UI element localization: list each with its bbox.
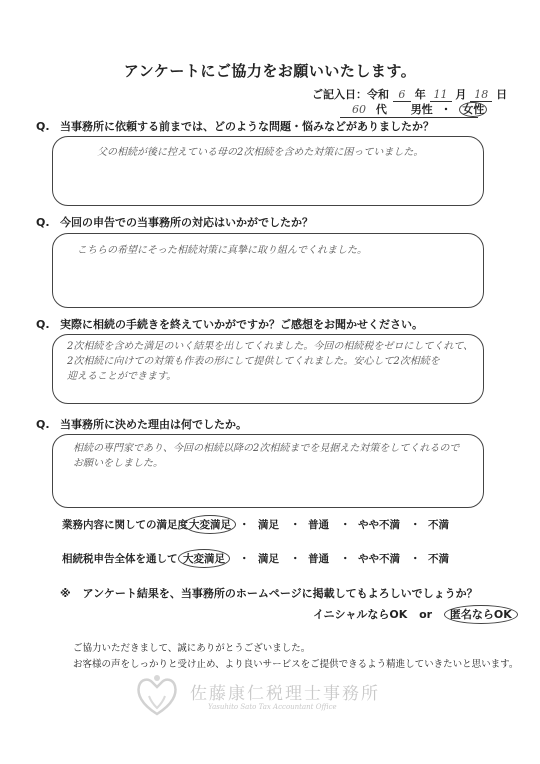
- gender-separator: ・: [440, 103, 452, 116]
- question-text: 今回の申告での当事務所の対応はいかがでしたか？: [60, 216, 313, 229]
- question-1: [36, 118, 434, 134]
- age-gender-line: [340, 101, 485, 118]
- note-mark: ※: [60, 587, 71, 600]
- answer-line: 2次相続を含めた満足のいく結果を出してくれました。今回の相続税をゼロにしてくれて、: [67, 341, 474, 352]
- answer-line: 迎えることができます。: [67, 371, 177, 382]
- option-dot: ・: [410, 553, 421, 565]
- answer-box-1: [52, 136, 484, 206]
- question-2: [36, 214, 313, 230]
- question-mark: Q.: [36, 418, 50, 431]
- or-text: or: [419, 608, 433, 621]
- option-dot: ・: [340, 519, 351, 531]
- day-unit: 日: [496, 88, 508, 101]
- option-dot: ・: [410, 519, 421, 531]
- option-satisfied: 満足: [258, 553, 279, 565]
- option-initials-ok: イニシャルならOK: [313, 608, 408, 621]
- satisfaction-row-1-label: 業務内容に関しての満足度: [62, 519, 188, 531]
- date-day: 18: [470, 88, 492, 102]
- year-unit: 年: [414, 88, 426, 101]
- question-3: [36, 316, 423, 332]
- thanks-line-2: お客様の声をしっかりと受け止め、より良いサービスをご提供できるよう精進していきたいと思います。: [73, 659, 519, 670]
- option-somewhat-dissatisfied: やや不満: [358, 519, 400, 531]
- thanks-line-1: ご協力いただきまして、誠にありがとうございました。: [73, 643, 311, 654]
- date-month: 11: [430, 88, 452, 102]
- answer-line: 父の相続が後に控えている母の2次相続を含めた対策に困っていました。: [97, 147, 424, 158]
- question-text: 当事務所に決めた理由は何でしたか。: [60, 418, 247, 431]
- option-dot: ・: [290, 519, 301, 531]
- answer-line: 相続の専門家であり、今回の相続以降の2次相続までを見据えた対策をしてくれるので: [73, 443, 460, 454]
- date-year: 6: [393, 88, 411, 102]
- survey-title: アンケートにご協力をお願いいたします。: [123, 62, 417, 80]
- option-dissatisfied: 不満: [428, 553, 449, 565]
- option-neutral: 普通: [308, 519, 329, 531]
- date-line: [312, 86, 507, 102]
- satisfaction-row-2-options: [0, 551, 540, 567]
- answer-line: 2次相続に向けての対策も作表の形にして提供してくれました。安心して2次相続を: [67, 356, 440, 367]
- option-anonymous-ok-circled: 匿名ならOK: [444, 605, 518, 624]
- question-text: 当事務所に依頼する前までは、どのような問題・悩みなどがありましたか？: [60, 120, 434, 133]
- option-satisfied: 満足: [258, 519, 279, 531]
- office-name-english: Yasuhito Sato Tax Accountant Office: [208, 703, 337, 711]
- option-dot: ・: [239, 519, 250, 531]
- publish-options: [313, 606, 518, 622]
- age-value: 60: [352, 103, 366, 116]
- satisfaction-row-2-label: 相続税申告全体を通して: [62, 553, 178, 565]
- date-prefix: ご記入日：令和: [312, 88, 389, 101]
- gender-male: 男性: [410, 103, 433, 116]
- answer-box-4: [52, 434, 484, 508]
- answer-box-3: [52, 334, 484, 404]
- publish-question-text: アンケート結果を、当事務所のホームページに掲載してもよろしいでしょうか？: [82, 587, 478, 600]
- option-somewhat-dissatisfied: やや不満: [358, 553, 400, 565]
- age-unit: 代: [375, 103, 387, 116]
- option-neutral: 普通: [308, 553, 329, 565]
- publish-question: [60, 585, 478, 601]
- question-4: [36, 416, 247, 432]
- option-dot: ・: [239, 553, 250, 565]
- answer-line: こちらの希望にそった相続対策に真摯に取り組んでくれました。: [77, 245, 367, 256]
- question-mark: Q.: [36, 216, 50, 229]
- answer-box-2: [52, 233, 484, 308]
- option-very-satisfied-circled: 大変満足: [178, 549, 230, 568]
- office-logo-icon: [135, 670, 179, 718]
- option-very-satisfied-circled: 大変満足: [184, 515, 236, 534]
- option-dissatisfied: 不満: [428, 519, 449, 531]
- month-unit: 月: [455, 88, 467, 101]
- question-mark: Q.: [36, 318, 50, 331]
- gender-female-circled: 女性: [459, 102, 487, 117]
- question-text: 実際に相続の手続きを終えていかがですか？ご感想をお聞かせください。: [60, 318, 423, 331]
- option-dot: ・: [340, 553, 351, 565]
- satisfaction-row-1-options: [0, 517, 540, 533]
- office-name: 佐藤康仁税理士事務所: [190, 684, 380, 704]
- option-dot: ・: [290, 553, 301, 565]
- answer-line: お願いをしました。: [73, 458, 163, 469]
- question-mark: Q.: [36, 120, 50, 133]
